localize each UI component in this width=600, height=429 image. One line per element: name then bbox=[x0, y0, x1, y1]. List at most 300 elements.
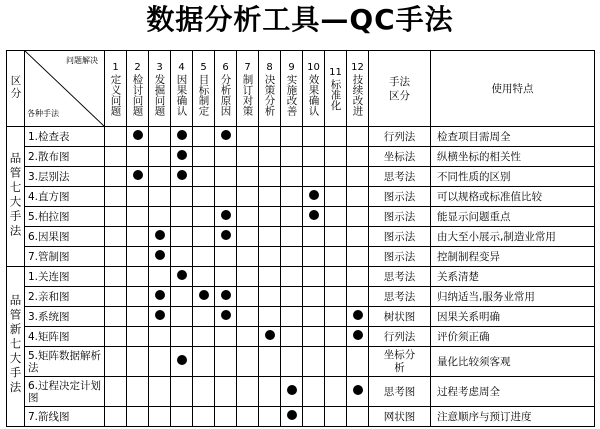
step-num: 4 bbox=[178, 61, 185, 73]
step-cell bbox=[259, 267, 281, 287]
step-cell bbox=[237, 187, 259, 207]
step-cell bbox=[171, 187, 193, 207]
step-cell bbox=[303, 287, 325, 307]
step-cell bbox=[149, 227, 171, 247]
step-cell bbox=[193, 377, 215, 407]
tool-name: 7.箭线图 bbox=[25, 407, 105, 427]
step-header bbox=[193, 51, 215, 127]
step-cell bbox=[215, 247, 237, 267]
feature-cell: 注意顺序与预订进度 bbox=[431, 407, 595, 427]
table-row bbox=[7, 347, 595, 377]
group-category-cell bbox=[7, 267, 25, 427]
tool-name: 1.关连图 bbox=[25, 267, 105, 287]
step-cell bbox=[237, 227, 259, 247]
step-cell bbox=[105, 267, 127, 287]
step-cell bbox=[237, 247, 259, 267]
applicable-dot bbox=[353, 310, 363, 320]
step-cell bbox=[149, 307, 171, 327]
step-header bbox=[149, 51, 171, 127]
step-cell bbox=[105, 247, 127, 267]
step-cell bbox=[105, 287, 127, 307]
step-header bbox=[325, 51, 347, 127]
method-cell: 图示法 bbox=[369, 227, 431, 247]
table-row bbox=[7, 207, 595, 227]
tool-name: 4.直方图 bbox=[25, 187, 105, 207]
step-cell bbox=[193, 147, 215, 167]
step-cell bbox=[259, 287, 281, 307]
step-cell bbox=[281, 287, 303, 307]
header-row bbox=[7, 51, 595, 127]
step-cell bbox=[149, 327, 171, 347]
method-cell: 网状图 bbox=[369, 407, 431, 427]
step-cell bbox=[281, 227, 303, 247]
step-cell bbox=[127, 247, 149, 267]
step-cell bbox=[127, 167, 149, 187]
method-cell: 行列法 bbox=[369, 127, 431, 147]
applicable-dot bbox=[155, 230, 165, 240]
tool-name: 3.层别法 bbox=[25, 167, 105, 187]
step-cell bbox=[171, 127, 193, 147]
step-cell bbox=[281, 307, 303, 327]
step-cell bbox=[237, 127, 259, 147]
step-cell bbox=[149, 247, 171, 267]
step-cell bbox=[347, 187, 369, 207]
step-cell bbox=[281, 167, 303, 187]
step-cell bbox=[303, 227, 325, 247]
feature-col-label: 使用特点 bbox=[491, 82, 534, 95]
step-cell bbox=[259, 167, 281, 187]
method-cell: 图示法 bbox=[369, 247, 431, 267]
step-num: 5 bbox=[200, 61, 207, 73]
step-cell bbox=[171, 267, 193, 287]
step-header bbox=[303, 51, 325, 127]
step-cell bbox=[171, 327, 193, 347]
step-cell bbox=[281, 267, 303, 287]
step-cell bbox=[325, 407, 347, 427]
step-cell bbox=[259, 147, 281, 167]
step-cell bbox=[259, 187, 281, 207]
step-cell bbox=[215, 287, 237, 307]
step-label: 定义问题 bbox=[109, 73, 122, 116]
step-cell bbox=[281, 327, 303, 347]
group-category-cell bbox=[7, 127, 25, 267]
step-cell bbox=[105, 147, 127, 167]
table-row bbox=[7, 167, 595, 187]
step-cell bbox=[127, 267, 149, 287]
step-cell bbox=[149, 347, 171, 377]
step-cell bbox=[127, 147, 149, 167]
step-cell bbox=[215, 207, 237, 227]
applicable-dot bbox=[353, 385, 363, 395]
step-cell bbox=[325, 287, 347, 307]
tool-name: 5.矩阵数据解析法 bbox=[25, 347, 105, 377]
feature-cell: 纵横坐标的相关性 bbox=[431, 147, 595, 167]
group-category-label: 品管七大手法 bbox=[8, 151, 23, 239]
step-cell bbox=[127, 207, 149, 227]
step-cell bbox=[149, 167, 171, 187]
method-cell: 图示法 bbox=[369, 207, 431, 227]
step-cell bbox=[303, 307, 325, 327]
step-cell bbox=[193, 287, 215, 307]
step-cell bbox=[325, 327, 347, 347]
step-cell bbox=[325, 207, 347, 227]
step-cell bbox=[171, 147, 193, 167]
step-cell bbox=[105, 407, 127, 427]
method-cell: 图示法 bbox=[369, 187, 431, 207]
step-cell bbox=[237, 147, 259, 167]
method-col-label: 手法区分 bbox=[389, 75, 410, 102]
step-cell bbox=[259, 377, 281, 407]
step-label: 实施改善 bbox=[285, 73, 298, 116]
step-header bbox=[347, 51, 369, 127]
applicable-dot bbox=[177, 355, 187, 365]
step-cell bbox=[325, 227, 347, 247]
feature-cell: 过程考虑周全 bbox=[431, 377, 595, 407]
method-cell: 思考法 bbox=[369, 287, 431, 307]
applicable-dot bbox=[221, 130, 231, 140]
step-cell bbox=[215, 307, 237, 327]
method-cell: 树状图 bbox=[369, 307, 431, 327]
step-cell bbox=[193, 227, 215, 247]
step-label: 发掘问题 bbox=[153, 73, 166, 116]
step-cell bbox=[303, 347, 325, 377]
applicable-dot bbox=[221, 310, 231, 320]
tool-name: 6.过程决定计划图 bbox=[25, 377, 105, 407]
table-row bbox=[7, 407, 595, 427]
step-cell bbox=[237, 377, 259, 407]
table-row bbox=[7, 187, 595, 207]
applicable-dot bbox=[221, 230, 231, 240]
step-cell bbox=[215, 327, 237, 347]
step-cell bbox=[347, 327, 369, 347]
step-cell bbox=[303, 377, 325, 407]
step-cell bbox=[259, 207, 281, 227]
step-cell bbox=[215, 377, 237, 407]
method-cell: 思考法 bbox=[369, 167, 431, 187]
step-cell bbox=[193, 407, 215, 427]
step-cell bbox=[303, 187, 325, 207]
feature-cell: 评价须正确 bbox=[431, 327, 595, 347]
step-cell bbox=[347, 347, 369, 377]
tool-name: 4.矩阵图 bbox=[25, 327, 105, 347]
step-cell bbox=[127, 127, 149, 147]
step-cell bbox=[105, 187, 127, 207]
method-cell: 坐标法 bbox=[369, 147, 431, 167]
step-cell bbox=[171, 407, 193, 427]
step-cell bbox=[303, 207, 325, 227]
category-header bbox=[7, 51, 25, 127]
step-cell bbox=[105, 377, 127, 407]
applicable-dot bbox=[309, 210, 319, 220]
table-body bbox=[7, 127, 595, 427]
feature-cell: 不同性质的区别 bbox=[431, 167, 595, 187]
step-cell bbox=[347, 267, 369, 287]
table-row bbox=[7, 377, 595, 407]
step-cell bbox=[347, 207, 369, 227]
step-cell bbox=[281, 147, 303, 167]
step-cell bbox=[259, 327, 281, 347]
table-row bbox=[7, 147, 595, 167]
step-cell bbox=[149, 287, 171, 307]
step-cell bbox=[171, 347, 193, 377]
applicable-dot bbox=[177, 170, 187, 180]
step-num: 2 bbox=[134, 61, 141, 73]
step-cell bbox=[237, 167, 259, 187]
step-header bbox=[215, 51, 237, 127]
feature-cell: 由大至小展示,制造业常用 bbox=[431, 227, 595, 247]
diagonal-header bbox=[25, 51, 105, 127]
step-num: 8 bbox=[266, 61, 273, 73]
step-cell bbox=[171, 287, 193, 307]
step-cell bbox=[347, 287, 369, 307]
step-cell bbox=[237, 207, 259, 227]
step-cell bbox=[215, 187, 237, 207]
step-cell bbox=[325, 347, 347, 377]
applicable-dot bbox=[199, 290, 209, 300]
table-row bbox=[7, 127, 595, 147]
step-header bbox=[259, 51, 281, 127]
step-label: 因果确认 bbox=[175, 73, 188, 116]
applicable-dot bbox=[155, 290, 165, 300]
step-cell bbox=[127, 407, 149, 427]
step-header bbox=[127, 51, 149, 127]
step-cell bbox=[347, 407, 369, 427]
diag-top-label: 问题解决 bbox=[66, 56, 98, 65]
step-cell bbox=[127, 227, 149, 247]
table-row bbox=[7, 307, 595, 327]
tool-name: 2.散布图 bbox=[25, 147, 105, 167]
step-cell bbox=[325, 147, 347, 167]
step-cell bbox=[325, 187, 347, 207]
step-cell bbox=[193, 267, 215, 287]
step-cell bbox=[193, 307, 215, 327]
step-cell bbox=[149, 147, 171, 167]
step-cell bbox=[215, 267, 237, 287]
step-cell bbox=[215, 227, 237, 247]
tool-name: 2.亲和图 bbox=[25, 287, 105, 307]
qc-table bbox=[6, 50, 595, 427]
feature-col-header bbox=[431, 51, 595, 127]
step-cell bbox=[237, 287, 259, 307]
step-cell bbox=[259, 307, 281, 327]
step-label: 标准化 bbox=[329, 78, 342, 111]
step-cell bbox=[237, 407, 259, 427]
step-cell bbox=[149, 187, 171, 207]
step-cell bbox=[347, 127, 369, 147]
step-num: 12 bbox=[351, 61, 364, 73]
tool-name: 1.检查表 bbox=[25, 127, 105, 147]
step-label: 决策分析 bbox=[263, 73, 276, 116]
step-cell bbox=[193, 207, 215, 227]
step-cell bbox=[193, 327, 215, 347]
step-cell bbox=[347, 307, 369, 327]
applicable-dot bbox=[177, 150, 187, 160]
step-num: 10 bbox=[307, 61, 320, 73]
step-cell bbox=[193, 247, 215, 267]
step-cell bbox=[325, 267, 347, 287]
step-cell bbox=[281, 377, 303, 407]
step-num: 7 bbox=[244, 61, 251, 73]
step-label: 技续改进 bbox=[351, 73, 364, 116]
tool-name: 7.管制图 bbox=[25, 247, 105, 267]
step-header bbox=[281, 51, 303, 127]
step-cell bbox=[281, 127, 303, 147]
step-cell bbox=[193, 127, 215, 147]
step-cell bbox=[347, 227, 369, 247]
step-cell bbox=[237, 267, 259, 287]
feature-cell: 控制制程变异 bbox=[431, 247, 595, 267]
step-num: 11 bbox=[329, 66, 342, 78]
step-cell bbox=[259, 247, 281, 267]
step-cell bbox=[171, 377, 193, 407]
step-cell bbox=[259, 227, 281, 247]
step-cell bbox=[303, 147, 325, 167]
step-cell bbox=[347, 167, 369, 187]
step-cell bbox=[127, 287, 149, 307]
step-cell bbox=[215, 347, 237, 377]
step-cell bbox=[303, 127, 325, 147]
tool-name: 3.系统图 bbox=[25, 307, 105, 327]
step-cell bbox=[325, 127, 347, 147]
step-cell bbox=[303, 167, 325, 187]
step-cell bbox=[281, 187, 303, 207]
applicable-dot bbox=[221, 290, 231, 300]
step-cell bbox=[303, 327, 325, 347]
group-category-label: 品管新七大手法 bbox=[8, 294, 23, 396]
step-cell bbox=[149, 267, 171, 287]
step-cell bbox=[193, 167, 215, 187]
step-cell bbox=[259, 407, 281, 427]
step-cell bbox=[171, 167, 193, 187]
feature-cell: 因果关系明确 bbox=[431, 307, 595, 327]
applicable-dot bbox=[133, 170, 143, 180]
step-cell bbox=[281, 207, 303, 227]
applicable-dot bbox=[155, 310, 165, 320]
table-row bbox=[7, 247, 595, 267]
feature-cell: 可以规格或标准值比较 bbox=[431, 187, 595, 207]
feature-cell: 检查项目需周全 bbox=[431, 127, 595, 147]
step-cell bbox=[105, 327, 127, 347]
step-cell bbox=[105, 207, 127, 227]
step-num: 9 bbox=[288, 61, 295, 73]
step-cell bbox=[105, 227, 127, 247]
step-num: 6 bbox=[222, 61, 229, 73]
step-cell bbox=[171, 207, 193, 227]
step-cell bbox=[259, 127, 281, 147]
applicable-dot bbox=[287, 410, 297, 420]
applicable-dot bbox=[155, 250, 165, 260]
tool-name: 5.柏拉图 bbox=[25, 207, 105, 227]
step-cell bbox=[127, 327, 149, 347]
step-cell bbox=[237, 307, 259, 327]
step-cell bbox=[105, 347, 127, 377]
method-cell: 思考法 bbox=[369, 267, 431, 287]
step-num: 1 bbox=[112, 61, 119, 73]
step-num: 3 bbox=[156, 61, 163, 73]
step-cell bbox=[237, 347, 259, 377]
applicable-dot bbox=[309, 190, 319, 200]
step-cell bbox=[127, 187, 149, 207]
step-label: 制订对策 bbox=[241, 73, 254, 116]
step-cell bbox=[171, 227, 193, 247]
applicable-dot bbox=[287, 385, 297, 395]
step-header bbox=[105, 51, 127, 127]
table-row bbox=[7, 287, 595, 307]
step-cell bbox=[149, 407, 171, 427]
table-row bbox=[7, 267, 595, 287]
step-cell bbox=[325, 167, 347, 187]
step-cell bbox=[127, 307, 149, 327]
method-col-header bbox=[369, 51, 431, 127]
step-header bbox=[171, 51, 193, 127]
method-cell: 行列法 bbox=[369, 327, 431, 347]
category-header-label: 区分 bbox=[9, 74, 22, 100]
step-label: 分析原因 bbox=[219, 73, 232, 116]
step-cell bbox=[215, 147, 237, 167]
step-cell bbox=[303, 407, 325, 427]
table-row bbox=[7, 327, 595, 347]
step-label: 效果确认 bbox=[307, 73, 320, 116]
table-row bbox=[7, 227, 595, 247]
step-cell bbox=[303, 267, 325, 287]
feature-cell: 归纳适当,服务业常用 bbox=[431, 287, 595, 307]
step-cell bbox=[193, 347, 215, 377]
step-label: 目标制定 bbox=[197, 73, 210, 116]
feature-cell: 能显示问题重点 bbox=[431, 207, 595, 227]
feature-cell: 关系清楚 bbox=[431, 267, 595, 287]
step-cell bbox=[347, 147, 369, 167]
step-cell bbox=[347, 247, 369, 267]
step-cell bbox=[325, 307, 347, 327]
step-cell bbox=[347, 377, 369, 407]
step-cell bbox=[105, 307, 127, 327]
step-label: 检讨问题 bbox=[131, 73, 144, 116]
step-cell bbox=[149, 207, 171, 227]
applicable-dot bbox=[177, 130, 187, 140]
step-cell bbox=[171, 247, 193, 267]
step-cell bbox=[325, 247, 347, 267]
applicable-dot bbox=[265, 330, 275, 340]
applicable-dot bbox=[353, 330, 363, 340]
step-cell bbox=[237, 327, 259, 347]
method-cell: 坐标分析 bbox=[369, 347, 431, 377]
feature-cell: 量化比较须客观 bbox=[431, 347, 595, 377]
tool-name: 6.因果图 bbox=[25, 227, 105, 247]
step-cell bbox=[325, 377, 347, 407]
step-cell bbox=[281, 247, 303, 267]
step-cell bbox=[215, 167, 237, 187]
diag-bottom-label: 各种手法 bbox=[27, 109, 59, 118]
step-cell bbox=[149, 377, 171, 407]
step-cell bbox=[149, 127, 171, 147]
step-cell bbox=[127, 377, 149, 407]
applicable-dot bbox=[177, 270, 187, 280]
step-cell bbox=[171, 307, 193, 327]
step-cell bbox=[105, 167, 127, 187]
method-cell: 思考图 bbox=[369, 377, 431, 407]
step-cell bbox=[127, 347, 149, 377]
step-cell bbox=[259, 347, 281, 377]
step-cell bbox=[105, 127, 127, 147]
applicable-dot bbox=[133, 130, 143, 140]
step-cell bbox=[281, 407, 303, 427]
page-title: 数据分析工具—QC手法 bbox=[146, 3, 454, 36]
step-header bbox=[237, 51, 259, 127]
step-cell bbox=[193, 187, 215, 207]
applicable-dot bbox=[221, 210, 231, 220]
step-cell bbox=[303, 247, 325, 267]
step-cell bbox=[215, 407, 237, 427]
